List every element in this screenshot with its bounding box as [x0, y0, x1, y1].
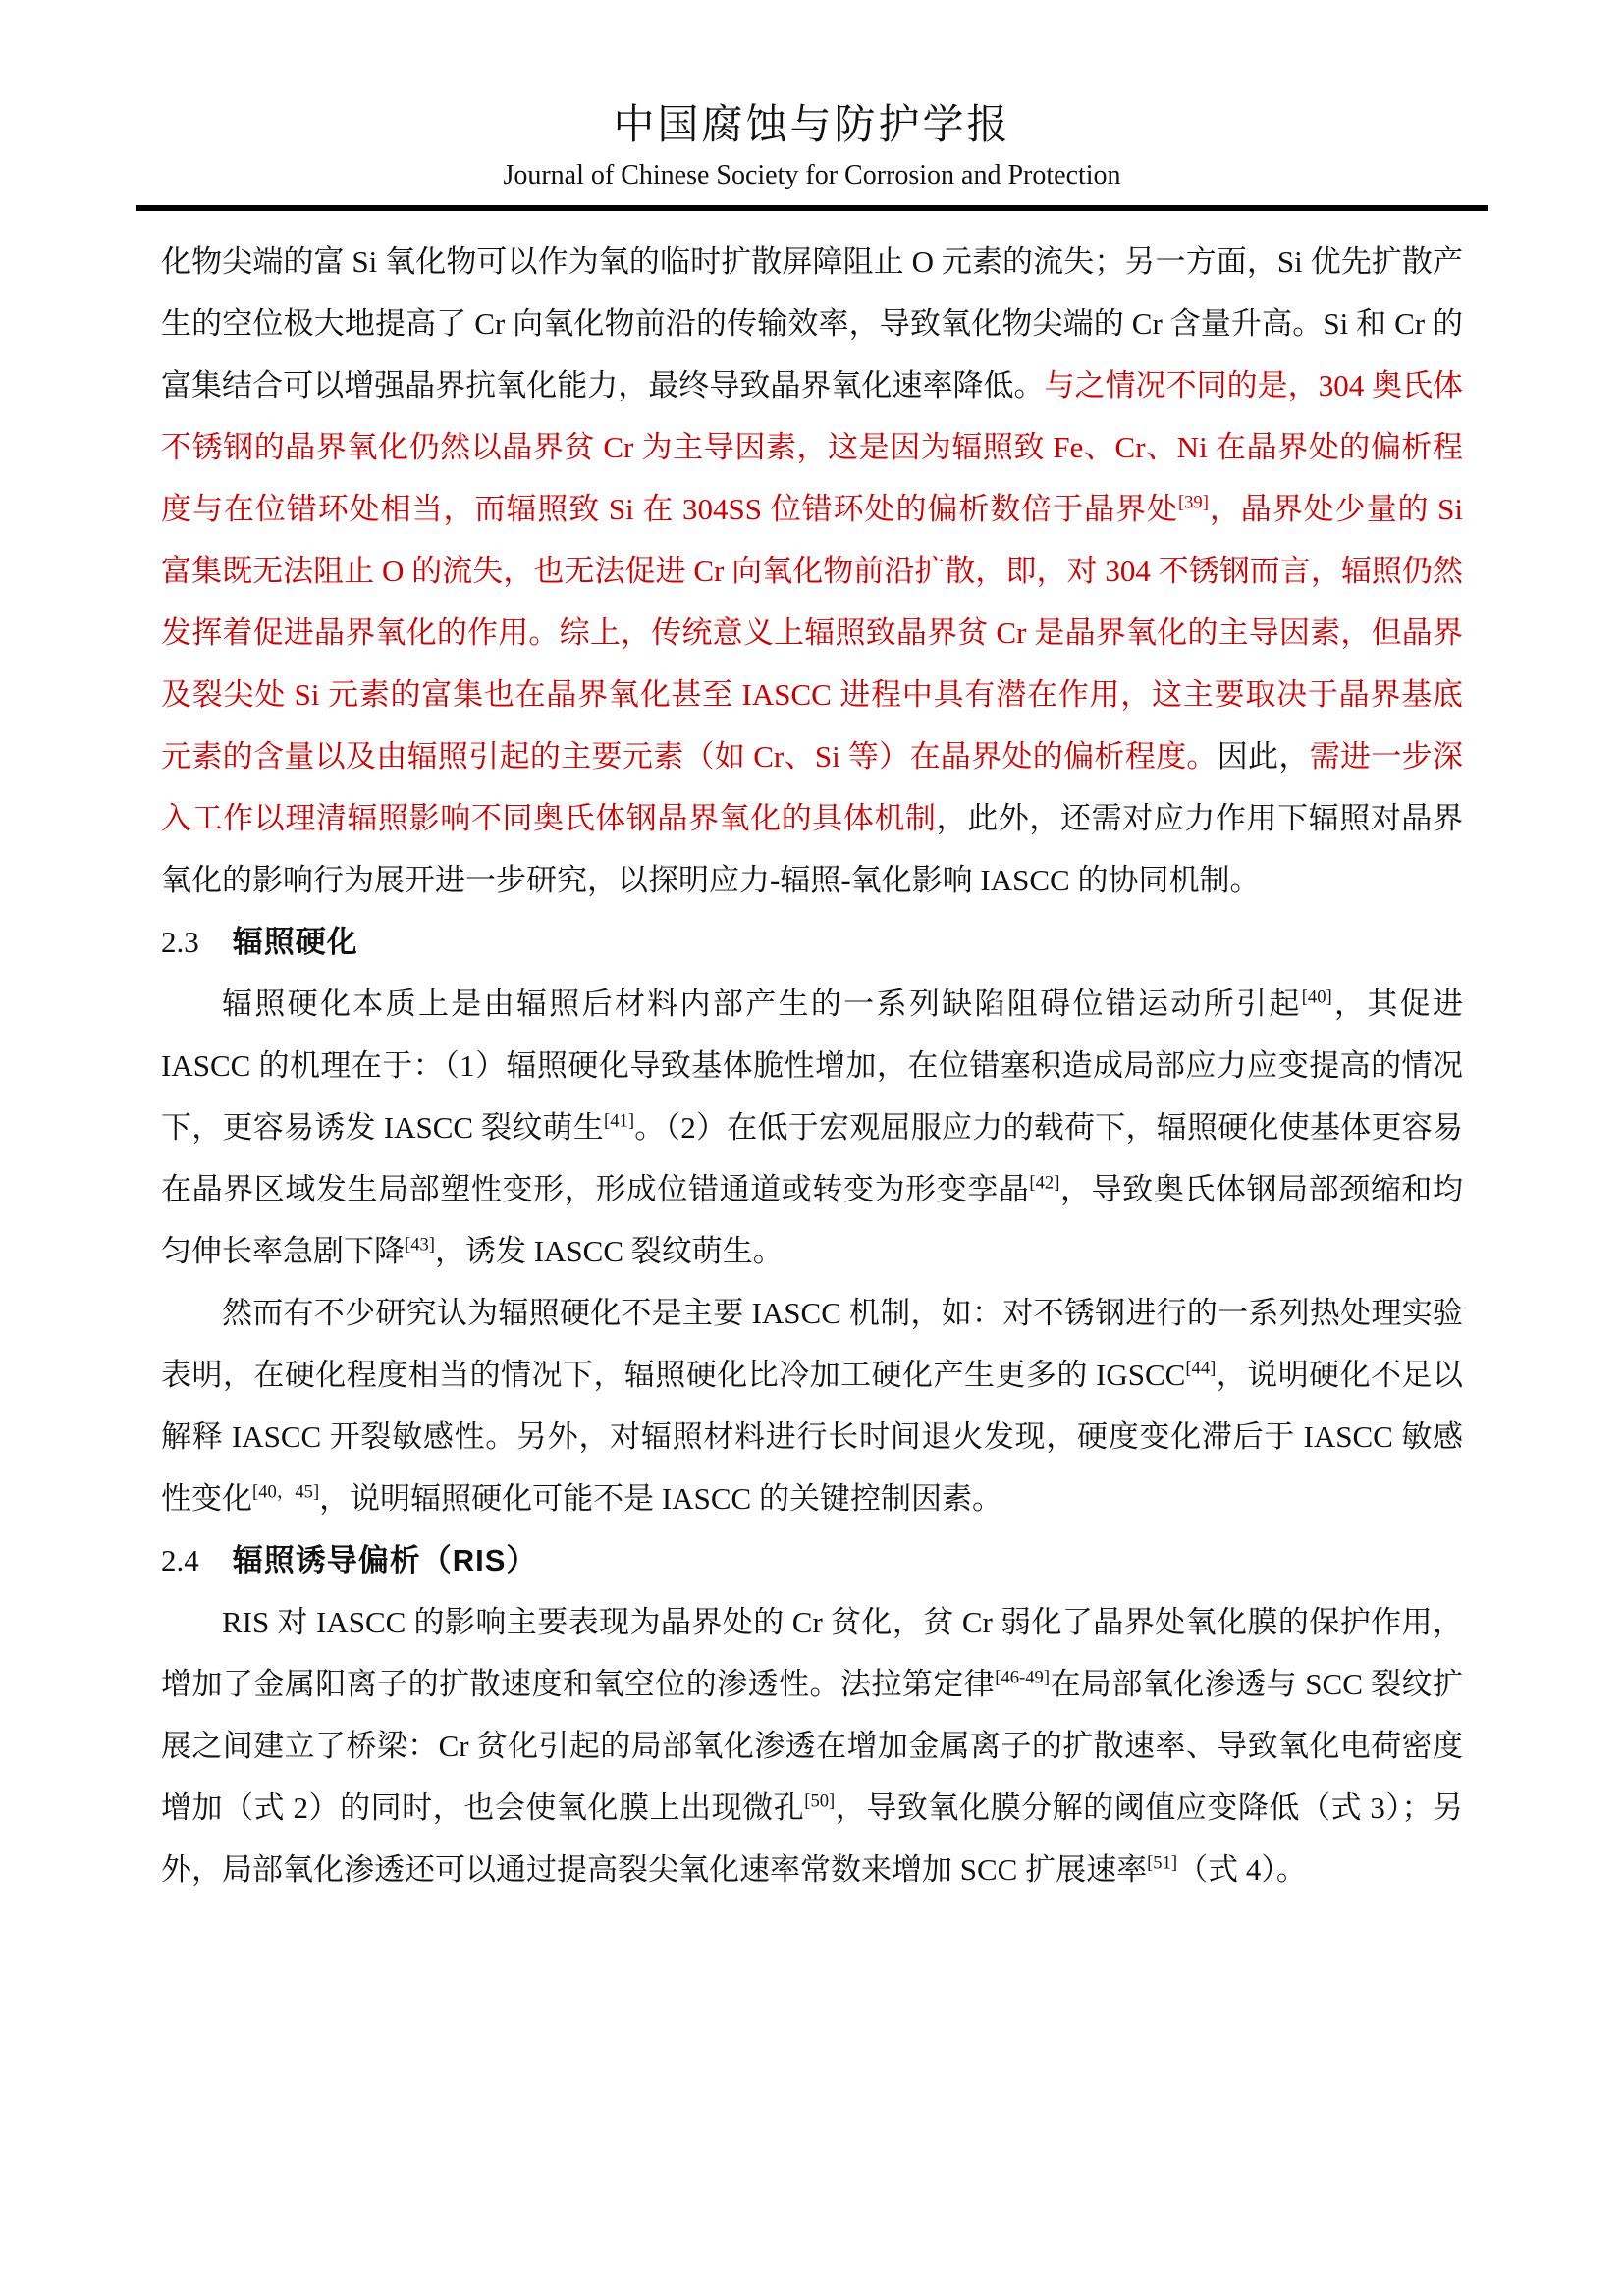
- citation-ref: [43]: [405, 1234, 435, 1255]
- paragraph: [161, 1282, 1463, 1529]
- citation-ref: [44]: [1185, 1358, 1217, 1379]
- paragraph: [161, 1591, 1463, 1900]
- text-segment: ，说明硬化不足以解释 IASCC 开裂敏感性。另外，对辐照材料进行长时间退火发现，硬度变化滞后于 IASCC 敏感性变化: [161, 1358, 1463, 1516]
- text-segment: ，其促进 IASCC 的机理在于：（1）辐照硬化导致基体脆性增加，在位错塞积造成局部应力应变提高的情况下，更容易诱发 IASCC 裂纹萌生: [161, 987, 1464, 1145]
- text-segment: 在局部氧化渗透与 SCC 裂纹扩展之间建立了桥梁：Cr 贫化引起的局部氧化渗透在增加金属离子的扩散速率、导致氧化电荷密度增加（式 2）的同时，也会使氧化膜上出现微孔: [161, 1667, 1464, 1825]
- citation-ref: [41]: [604, 1110, 635, 1132]
- article-body: [161, 231, 1463, 1900]
- citation-ref: [40，45]: [252, 1481, 320, 1503]
- text-segment: 需进一步深入工作以理清辐照影响不同奥氏体钢晶界氧化的具体机制: [161, 739, 1464, 835]
- section-heading: [161, 911, 1463, 973]
- text-segment: 因此，: [1217, 739, 1310, 774]
- text-segment: ，诱发 IASCC 裂纹萌生。: [434, 1234, 784, 1268]
- citation-ref: [50]: [804, 1790, 836, 1812]
- section-number: 2.4: [161, 1543, 199, 1577]
- journal-title-english: Journal of Chinese Society for Corrosion and Protection: [503, 160, 1121, 190]
- section-title: 辐照诱导偏析（RIS）: [232, 1543, 538, 1577]
- text-segment: ，晶界处少量的 Si 富集既无法阻止 O 的流失，也无法促进 Cr 向氧化物前沿扩散，即，对 304 不锈钢而言，辐照仍然发挥着促进晶界氧化的作用。综上，传统意义上辐照致晶界贫 Cr 是晶界氧化的主导因素，但晶界及裂尖处 Si 元素的富集也在晶界氧化甚至 IASCC 进程中具有潜在作用，这主要取决于晶界基底元素的含量以及由辐照引起的主要元素（如 Cr、Si 等）在晶界处的偏析程度。: [161, 492, 1463, 774]
- section-title: 辐照硬化: [232, 925, 358, 959]
- text-segment: 与之情况不同的是，304 奥氏体不锈钢的晶界氧化仍然以晶界贫 Cr 为主导因素，这是因为辐照致 Fe、Cr、Ni 在晶界处的偏析程度与在位错环处相当，而辐照致 Si 在 304SS 位错环处的偏析数倍于晶界处: [161, 368, 1463, 526]
- text-segment: ，此外，还需对应力作用下辐照对晶界氧化的影响行为展开进一步研究，以探明应力-辐照-氧化影响 IASCC 的协同机制。: [161, 801, 1464, 897]
- text-segment: （式 4）。: [1177, 1852, 1307, 1887]
- citation-ref: [40]: [1301, 987, 1332, 1008]
- paragraph: [161, 973, 1463, 1282]
- text-segment: ，导致氧化膜分解的阈值应变降低（式 3）；另外，局部氧化渗透还可以通过提高裂尖氧化速率常数来增加 SCC 扩展速率: [161, 1790, 1464, 1887]
- citation-ref: [51]: [1147, 1852, 1178, 1874]
- text-segment: 化物尖端的富 Si 氧化物可以作为氧的临时扩散屏障阻止 O 元素的流失；另一方面，Si 优先扩散产生的空位极大地提高了 Cr 向氧化物前沿的传输效率，导致氧化物尖端的 Cr 含量升高。Si 和 Cr 的富集结合可以增强晶界抗氧化能力，最终导致晶界氧化速率降低。: [161, 244, 1463, 402]
- text-segment: ，说明辐照硬化可能不是 IASCC 的关键控制因素。: [319, 1481, 1002, 1516]
- paragraph: [161, 231, 1463, 911]
- journal-header: [0, 102, 1624, 211]
- header-rule: [136, 205, 1488, 211]
- text-segment: 辐照硬化本质上是由辐照后材料内部产生的一系列缺陷阻碍位错运动所引起: [222, 987, 1302, 1021]
- text-segment: 。（2）在低于宏观屈服应力的载荷下，辐照硬化使基体更容易在晶界区域发生局部塑性变形，形成位错通道或转变为形变孪晶: [161, 1110, 1463, 1206]
- text-segment: ，导致奥氏体钢局部颈缩和均匀伸长率急剧下降: [161, 1172, 1464, 1268]
- text-segment: RIS 对 IASCC 的影响主要表现为晶界处的 Cr 贫化，贫 Cr 弱化了晶界处氧化膜的保护作用，增加了金属阳离子的扩散速度和氧空位的渗透性。法拉第定律: [161, 1605, 1463, 1701]
- section-number: 2.3: [161, 925, 199, 959]
- section-heading: [161, 1529, 1463, 1591]
- journal-title-chinese: 中国腐蚀与防护学报: [613, 103, 1011, 148]
- citation-ref: [42]: [1029, 1172, 1060, 1194]
- citation-ref: [39]: [1177, 492, 1209, 513]
- text-segment: 然而有不少研究认为辐照硬化不是主要 IASCC 机制，如：对不锈钢进行的一系列热处理实验表明，在硬化程度相当的情况下，辐照硬化比冷加工硬化产生更多的 IGSCC: [161, 1296, 1463, 1392]
- citation-ref: [46-49]: [995, 1667, 1051, 1688]
